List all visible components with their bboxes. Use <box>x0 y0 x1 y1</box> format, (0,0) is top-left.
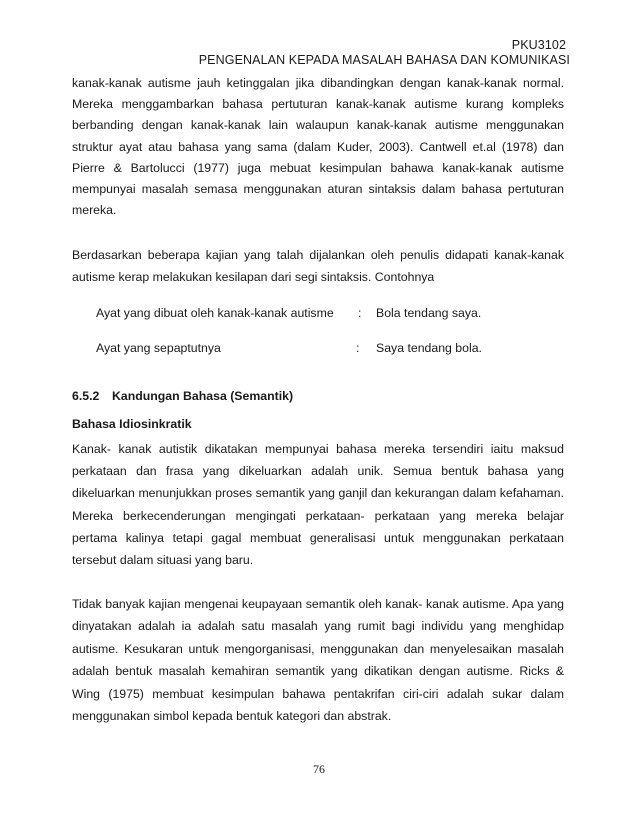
section-heading <box>72 388 293 404</box>
example-sentence-autistic <box>96 305 482 321</box>
example-separator: : <box>356 341 360 355</box>
course-title: PENGENALAN KEPADA MASALAH BAHASA DAN KOMUNIKASI <box>198 53 570 67</box>
paragraph-idiosyncratic-language: Kanak- kanak autistik dikatakan mempunyai bahasa mereka tersendiri iaitu maksud perkataan dan frasa yang dikeluarkan adalah unik. Semua bentuk bahasa yang dikeluarkan menunjukkan proses semantik yang ganjil dan kekurangan dalam kefahaman. Mereka berkecenderungan mengingati perkataan- perkataan yang mereka belajar pertama kalinya tetapi gagal membuat generalisasi untuk menggunakan perkataan tersebut dalam situasi yang baru. <box>72 442 564 568</box>
course-code: PKU3102 <box>511 38 566 52</box>
page-number: 76 <box>313 762 325 776</box>
example-value: Saya tendang bola. <box>376 341 482 355</box>
example-value: Bola tendang saya. <box>376 306 482 320</box>
paragraph-semantic-ability: Tidak banyak kajian mengenai keupayaan semantik oleh kanak- kanak autisme. Apa yang dinyatakan adalah ia adalah satu masalah yang rumit bagi individu yang menghidap autisme. Kesukaran untuk mengorganisasi, menggunakan dan menyelesaikan masalah adalah bentuk masalah kemahiran semantik yang dikatikan dengan autisme. Ricks & Wing (1975) membuat kesimpulan bahawa pentakrifan ciri-ciri adalah sukar dalam menggunakan simbol kepada bentuk kategori dan abstrak. <box>72 597 564 724</box>
example-separator: : <box>358 306 362 320</box>
example-sentence-correct <box>96 340 482 356</box>
paragraph-syntax-errors-intro: Berdasarkan beberapa kajian yang talah dijalankan oleh penulis didapati kanak-kanak autisme kerap melakukan kesilapan dari segi sintaksis. Contohnya <box>72 248 564 284</box>
section-title: Kandungan Bahasa (Semantik) <box>112 389 294 403</box>
example-label: Ayat yang sepaptutnya <box>96 341 221 355</box>
running-header <box>198 38 570 68</box>
example-label: Ayat yang dibuat oleh kanak-kanak autisme <box>96 306 334 320</box>
subheading: Bahasa Idiosinkratik <box>72 417 192 431</box>
paragraph-syntax-findings: kanak-kanak autisme jauh ketinggalan jika dibandingkan dengan kanak-kanak normal. Mereka menggambarkan bahasa pertuturan kanak-kanak autisme kurang kompleks berbanding dengan kanak-kanak lain walaupun kanak-kanak autisme menggunakan struktur ayat atau bahasa yang sama (dalam Kuder, 2003). Cantwell et.al (1978) dan Pierre & Bartolucci (1977) juga mebuat kesimpulan bahawa kanak-kanak autisme mempunyai masalah semasa menggunakan aturan sintaksis dalam bahasa pertuturan mereka. <box>72 76 564 218</box>
section-number: 6.5.2 <box>72 389 100 403</box>
